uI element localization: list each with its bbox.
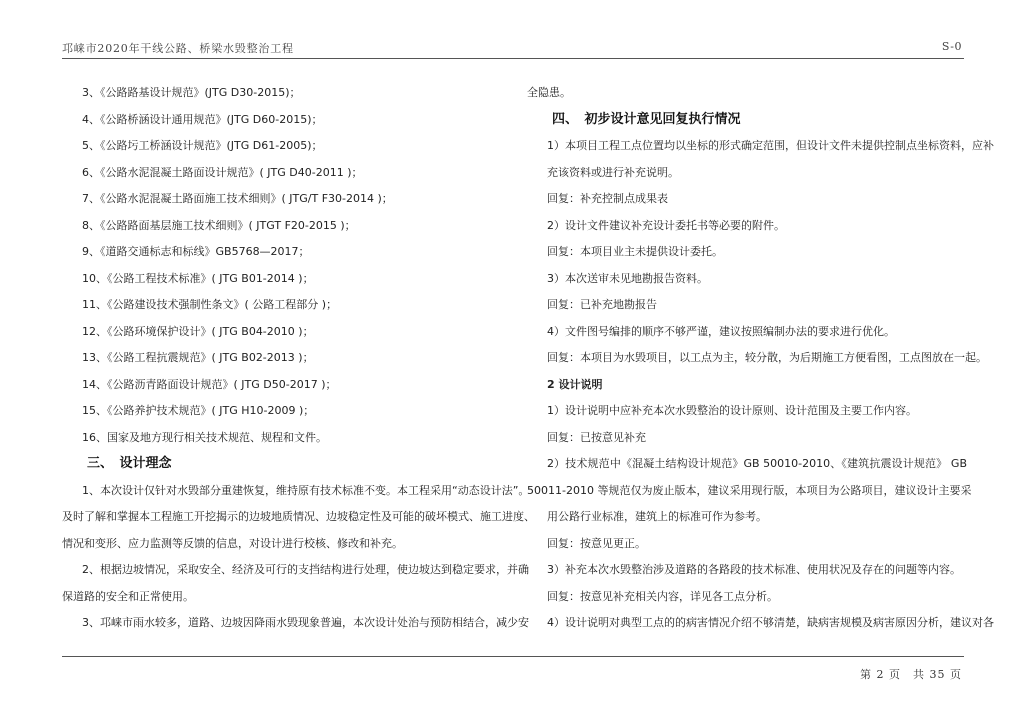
text-line: 2）技术规范中《混凝土结构设计规范》GB 50010-2010、《建筑抗震设计规范》 GB	[547, 457, 967, 470]
text-line: 全隐患。	[527, 86, 571, 99]
text-line: 充该资料或进行补充说明。	[547, 165, 679, 179]
text-line: 2、根据边坡情况，采取安全、经济及可行的支挡结构进行处理，使边坡达到稳定要求，并确	[82, 563, 529, 576]
text-line: 5、《公路圬工桥涵设计规范》(JTG D61-2005)；	[82, 139, 323, 152]
text-line: 10、《公路工程技术标准》( JTG B01-2014 )；	[82, 271, 314, 285]
text-line: 情况和变形、应力监测等反馈的信息，对设计进行校核、修改和补充。	[62, 536, 403, 550]
text-line: 回复：已按意见补充	[547, 430, 646, 444]
text-line: 回复：本项目为水毁项目，以工点为主，较分散，为后期施工方便看图，工点图放在一起。	[547, 351, 987, 364]
right-column	[527, 80, 994, 637]
header-title: 邛崃市2020年干线公路、桥梁水毁整治工程	[62, 42, 294, 55]
text-line: 3）补充本次水毁整治涉及道路的各路段的技术标准、使用状况及存在的问题等内容。	[547, 563, 961, 576]
section-heading: 三、 设计理念	[87, 456, 172, 471]
text-line: 2）设计文件建议补充设计委托书等必要的附件。	[547, 218, 785, 232]
section-heading: 四、 初步设计意见回复执行情况	[552, 111, 741, 127]
text-line: 1）设计说明中应补充本次水毁整治的设计原则、设计范围及主要工作内容。	[547, 404, 917, 417]
page-header	[62, 38, 964, 59]
text-line: 1、本次设计仅针对水毁部分重建恢复，维持原有技术标准不变。本工程采用“动态设计法”。	[82, 483, 530, 497]
text-line: 9、《道路交通标志和标线》GB5768—2017；	[82, 245, 310, 258]
text-line: 用公路行业标准，建筑上的标准可作为参考。	[547, 510, 767, 523]
text-line: 8、《公路路面基层施工技术细则》( JTGT F20-2015 )；	[82, 218, 356, 232]
text-line: 15、《公路养护技术规范》( JTG H10-2009 )；	[82, 404, 315, 417]
text-line: 保道路的安全和正常使用。	[62, 589, 194, 603]
text-line: 3）本次送审未见地勘报告资料。	[547, 271, 708, 285]
text-line: 7、《公路水泥混凝土路面施工技术细则》( JTG/T F30-2014 )；	[82, 192, 393, 205]
text-line: 1）本项目工程工点位置均以坐标的形式确定范围，但设计文件未提供控制点坐标资料，应补	[547, 139, 994, 152]
text-line: 及时了解和掌握本工程施工开挖揭示的边坡地质情况、边坡稳定性及可能的破坏模式、施工进度、	[62, 510, 535, 523]
text-line: 回复：补充控制点成果表	[547, 192, 668, 205]
left-column	[62, 80, 535, 637]
text-line: 回复：按意见更正。	[547, 536, 646, 550]
text-line: 6、《公路水泥混凝土路面设计规范》( JTG D40-2011 )；	[82, 165, 363, 179]
footer-rule	[62, 656, 964, 657]
text-line: 回复：按意见补充相关内容，详见各工点分析。	[547, 589, 778, 603]
text-line: 13、《公路工程抗震规范》( JTG B02-2013 )；	[82, 351, 314, 364]
text-line: 12、《公路环境保护设计》( JTG B04-2010 )；	[82, 324, 314, 338]
text-line: 回复：本项目业主未提供设计委托。	[547, 245, 723, 258]
text-line: 3、《公路路基设计规范》(JTG D30-2015)；	[82, 86, 301, 99]
page-number: 第 2 页 共 35 页	[860, 668, 962, 681]
header-code: S-0	[941, 40, 962, 53]
text-line: 回复：已补充地勘报告	[547, 298, 657, 311]
text-line: 4）文件图号编排的顺序不够严谨，建议按照编制办法的要求进行优化。	[547, 324, 895, 338]
text-line: 2 设计说明	[547, 377, 603, 391]
text-line: 3、邛崃市雨水较多，道路、边坡因降雨水毁现象普遍，本次设计处治与预防相结合，减少安	[82, 616, 529, 629]
text-line: 16、国家及地方现行相关技术规范、规程和文件。	[82, 430, 327, 444]
text-line: 50011-2010 等规范仅为废止版本，建议采用现行版，本项目为公路项目，建议设计主要采	[527, 483, 972, 497]
text-line: 4、《公路桥涵设计通用规范》(JTG D60-2015)；	[82, 112, 323, 126]
text-line: 11、《公路建设技术强制性条文》( 公路工程部分 )；	[82, 298, 338, 311]
text-line: 4）设计说明对典型工点的的病害情况介绍不够清楚，缺病害规模及病害原因分析，建议对各	[547, 616, 994, 629]
text-line: 14、《公路沥青路面设计规范》( JTG D50-2017 )；	[82, 377, 337, 391]
